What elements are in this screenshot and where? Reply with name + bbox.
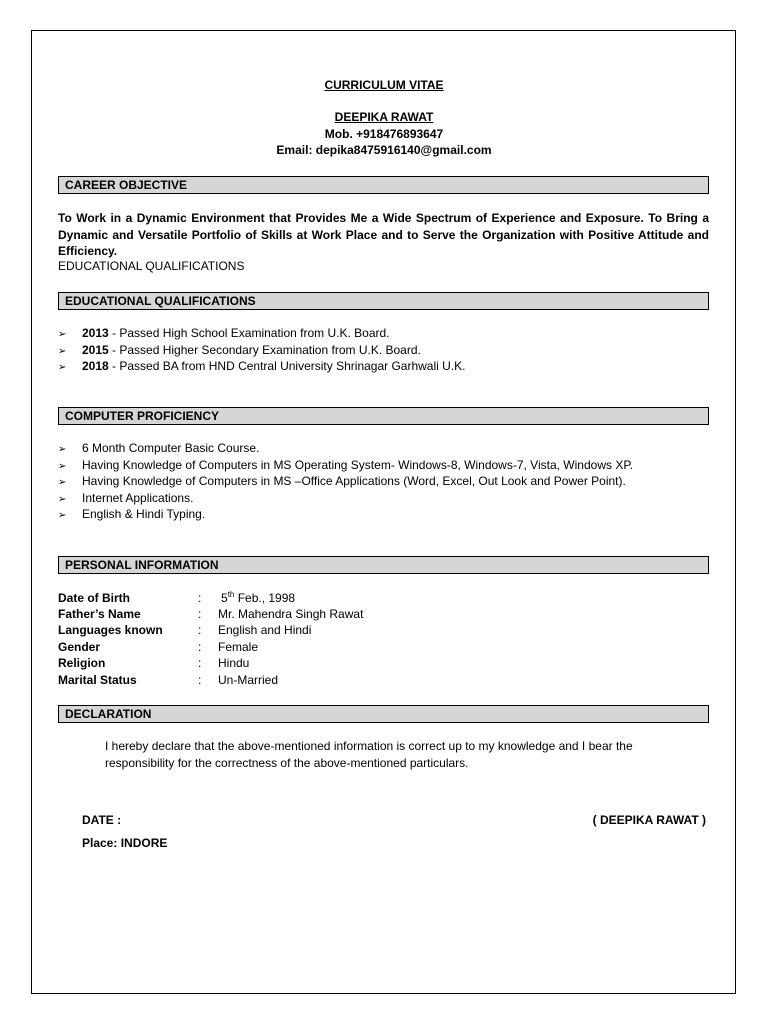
field-colon: :: [198, 640, 202, 654]
arrow-bullet-icon: ➢: [58, 444, 67, 455]
field-value: Hindu: [218, 656, 250, 670]
field-value: Mr. Mahendra Singh Rawat: [218, 607, 364, 621]
date-label: DATE :: [82, 813, 122, 827]
computer-item-text: Having Knowledge of Computers in MS Operating System- Windows-8, Windows-7, Vista, Windows XP.: [82, 457, 634, 472]
email-address: Email: depika8475916140@gmail.com: [276, 143, 492, 157]
mobile-number: Mob. +918476893647: [324, 127, 444, 141]
field-colon: :: [198, 623, 202, 637]
education-year: 2015: [82, 342, 109, 357]
document-title: CURRICULUM VITAE: [324, 78, 444, 92]
list-item: [58, 358, 466, 375]
arrow-bullet-icon: ➢: [58, 510, 67, 521]
computer-item-text: 6 Month Computer Basic Course.: [82, 441, 260, 455]
list-item: [58, 457, 633, 474]
list-item: [58, 325, 466, 342]
education-year: 2013: [82, 326, 109, 340]
field-value: English and Hindi: [218, 623, 312, 637]
field-label: Date of Birth: [58, 591, 130, 605]
signature-name: ( DEEPIKA RAWAT ): [592, 813, 706, 827]
list-item: [58, 342, 466, 359]
field-label: Religion: [58, 656, 106, 670]
field-value: Un-Married: [218, 673, 279, 687]
list-item: [58, 490, 633, 507]
computer-item-text: English & Hindi Typing.: [82, 507, 206, 521]
field-colon: :: [198, 656, 202, 670]
arrow-bullet-icon: ➢: [58, 477, 67, 488]
list-item: [58, 506, 633, 523]
education-list: [58, 325, 466, 375]
arrow-bullet-icon: ➢: [58, 345, 67, 357]
field-label: Languages known: [58, 623, 163, 637]
education-text: - Passed BA from HND Central University Shrinagar Garhwali U.K.: [108, 359, 466, 373]
computer-item-text: Having Knowledge of Computers in MS –Office Applications (Word, Excel, Out Look and Power Point).: [82, 474, 626, 488]
career-objective-text: To Work in a Dynamic Environment that Provides Me a Wide Spectrum of Experience and Exposure. To Bring a Dynamic and Versatile Portfolio of Skills at Work Place and to Serve the Organization with Positive Attitude and Efficiency.: [58, 211, 709, 258]
field-colon: :: [198, 673, 202, 687]
candidate-name: DEEPIKA RAWAT: [334, 110, 434, 124]
list-item: [58, 473, 633, 490]
field-label: Father’s Name: [58, 607, 141, 621]
personal-information-heading: PERSONAL INFORMATION: [58, 556, 709, 574]
arrow-bullet-icon: ➢: [58, 362, 67, 373]
education-text: - Passed Higher Secondary Examination from U.K. Board.: [108, 342, 421, 357]
field-colon: :: [198, 591, 202, 605]
list-item: [58, 440, 633, 457]
field-value: Female: [218, 640, 259, 654]
education-year: 2018: [82, 359, 109, 373]
education-text: - Passed High School Examination from U.K. Board.: [108, 326, 390, 340]
computer-list: [58, 440, 633, 523]
declaration-heading: DECLARATION: [58, 705, 709, 723]
arrow-bullet-icon: ➢: [58, 329, 67, 340]
field-label: Marital Status: [58, 673, 137, 687]
declaration-text: I hereby declare that the above-mentioned information is correct up to my knowledge and I bear the responsibility for the correctness of the above-mentioned particulars.: [105, 739, 633, 770]
field-label: Gender: [58, 640, 101, 654]
place-label: Place: INDORE: [82, 836, 168, 850]
arrow-bullet-icon: ➢: [58, 460, 67, 472]
education-heading: EDUCATIONAL QUALIFICATIONS: [58, 292, 709, 310]
field-value: 5th Feb., 1998: [221, 590, 296, 605]
career-trailing-text: EDUCATIONAL QUALIFICATIONS: [58, 259, 245, 273]
arrow-bullet-icon: ➢: [58, 493, 67, 505]
computer-item-text: Internet Applications.: [82, 490, 194, 505]
computer-proficiency-heading: COMPUTER PROFICIENCY: [58, 407, 709, 425]
career-objective-heading: CAREER OBJECTIVE: [58, 176, 709, 194]
field-colon: :: [198, 607, 202, 621]
